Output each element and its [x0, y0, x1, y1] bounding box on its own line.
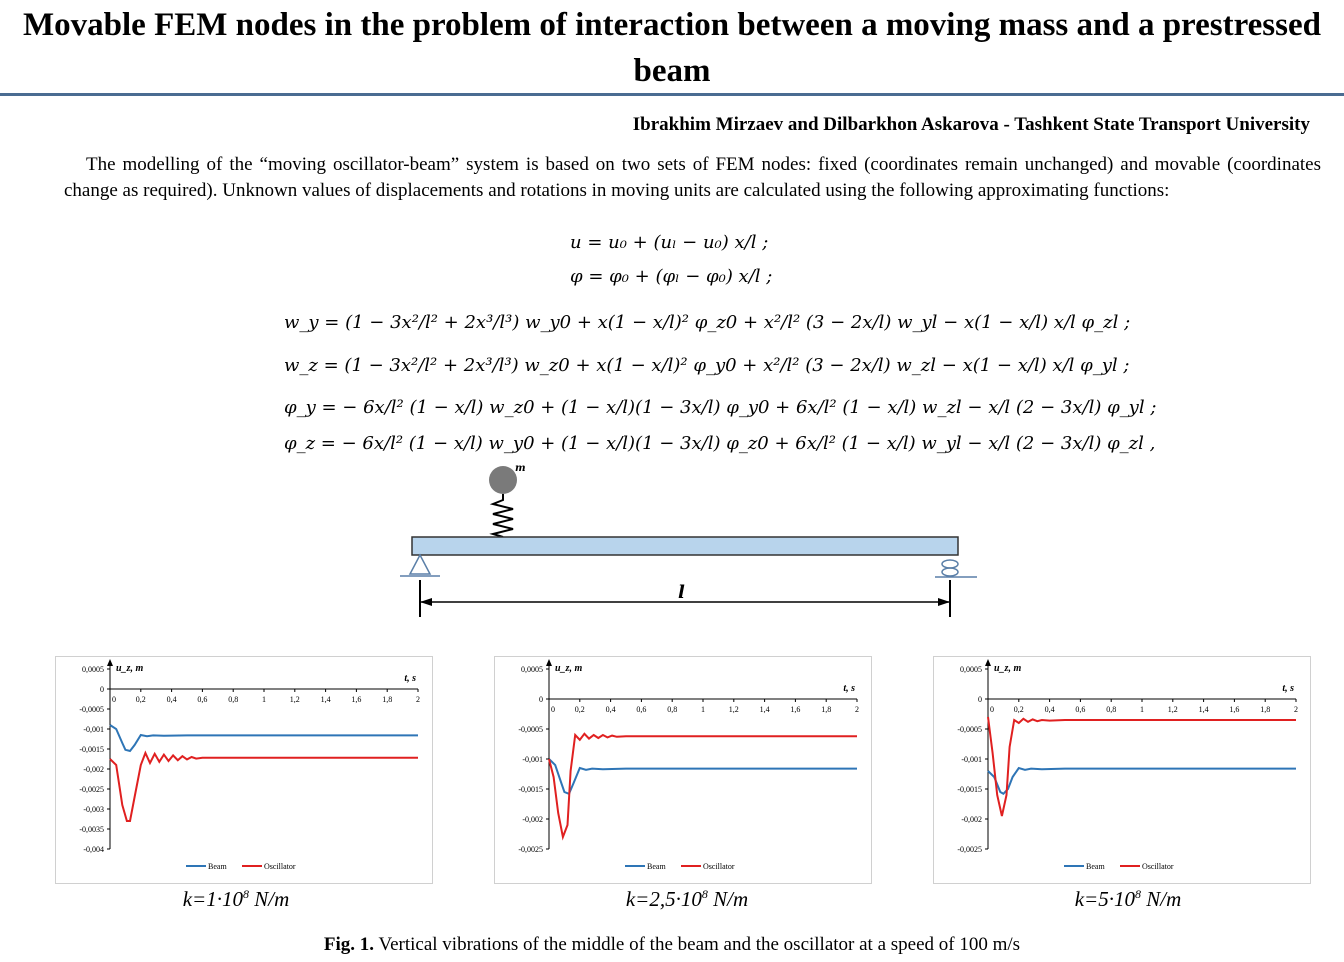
chart-panel-2	[494, 656, 872, 884]
title-divider	[0, 93, 1344, 96]
k-label-2: $k=2,5\cdot 10^8$ N/m	[625, 887, 749, 911]
legend-label-oscillator: Oscillator	[1142, 862, 1174, 871]
dim-arrow-left	[420, 598, 432, 606]
spring	[493, 494, 513, 537]
y-tick-label: 0	[978, 695, 982, 704]
chart-panel-3	[933, 656, 1311, 884]
right-roller-wheel	[942, 568, 958, 576]
legend-label-beam: Beam	[1086, 862, 1105, 871]
legend-label-beam: Beam	[647, 862, 666, 871]
beam-body	[412, 537, 958, 555]
x-tick-label: 0,2	[574, 705, 585, 714]
y-tick-label: -0,0015	[957, 785, 982, 794]
y-tick-label: -0,0015	[518, 785, 543, 794]
x-tick-label: 1,6	[790, 705, 801, 714]
x-tick-label: 0,6	[1075, 705, 1086, 714]
y-axis-arrow	[546, 659, 552, 666]
y-axis-title: u_z, m	[994, 663, 1022, 674]
equation-wz: w_z = (1 − 3x²/l² + 2x³/l³) w_z0 + x(1 − x/l)² φ_y0 + x²/l² (3 − 2x/l) w_zl − x(1 − x/l) x/l φ_yl ;	[284, 355, 1130, 376]
figure-caption: Fig. 1. Vertical vibrations of the middle of the beam and the oscillator at a speed of 100 m/s	[323, 934, 1021, 955]
y-tick-label: -0,002	[961, 815, 982, 824]
beam-schematic	[380, 462, 980, 622]
series-line-oscillator	[549, 734, 857, 837]
y-tick-label: -0,002	[522, 815, 543, 824]
y-axis-title: u_z, m	[555, 663, 583, 674]
x-origin-label: 0	[990, 705, 994, 714]
y-tick-label: 0,0005	[521, 665, 543, 674]
y-tick-label: -0,0025	[957, 845, 982, 854]
x-tick-label: 1,8	[821, 705, 832, 714]
x-tick-label: 0,8	[667, 705, 678, 714]
chart-3	[934, 657, 1310, 883]
x-tick-label: 1,8	[1260, 705, 1271, 714]
x-tick-label: 0,4	[166, 695, 177, 704]
x-tick-label: 1,6	[351, 695, 362, 704]
x-tick-label: 0,6	[197, 695, 208, 704]
x-tick-label: 1,2	[1167, 705, 1178, 714]
x-tick-label: 1,4	[759, 705, 770, 714]
series-line-beam	[988, 768, 1296, 794]
legend-label-oscillator: Oscillator	[703, 862, 735, 871]
equation-phiy: φ_y = − 6x/l² (1 − x/l) w_z0 + (1 − x/l)(1 − 3x/l) φ_y0 + 6x/l² (1 − x/l) w_zl − x/l (2 − 3x/l) φ_yl ;	[284, 397, 1157, 418]
y-tick-label: -0,0025	[79, 785, 104, 794]
y-tick-label: -0,001	[83, 725, 104, 734]
x-tick-label: 1,2	[728, 705, 739, 714]
y-tick-label: 0	[539, 695, 543, 704]
x-tick-label: 0,6	[636, 705, 647, 714]
right-roller-support	[942, 560, 958, 568]
y-tick-label: 0,0005	[82, 665, 104, 674]
equation-u: u = u₀ + (uₗ − u₀) x/l ;	[570, 232, 769, 253]
y-tick-label: 0,0005	[960, 665, 982, 674]
x-tick-label: 1,2	[289, 695, 300, 704]
series-line-oscillator	[988, 717, 1296, 816]
equation-phiz: φ_z = − 6x/l² (1 − x/l) w_y0 + (1 − x/l)(1 − 3x/l) φ_z0 + 6x/l² (1 − x/l) w_yl − x/l (2 − 3x/l) φ_zl ,	[284, 433, 1156, 454]
y-tick-label: -0,0005	[957, 725, 982, 734]
left-pin-support	[410, 555, 430, 574]
y-axis-arrow	[985, 659, 991, 666]
intro-paragraph: The modelling of the “moving oscillator-beam” system is based on two sets of FEM nodes: fixed (coordinates remain unchanged) and movable (coordinates change as required). Unknown values of displacements and rotations in moving units are calculated using the following approximating functions:	[64, 154, 1321, 201]
x-tick-label: 1,4	[1198, 705, 1209, 714]
chart-1	[56, 657, 432, 883]
x-tick-label: 1,4	[320, 695, 331, 704]
y-axis-title: u_z, m	[116, 663, 144, 674]
y-tick-label: -0,0025	[518, 845, 543, 854]
x-tick-label: 0,2	[1013, 705, 1024, 714]
x-tick-label: 2	[1294, 705, 1298, 714]
x-tick-label: 2	[855, 705, 859, 714]
series-line-beam	[110, 725, 418, 751]
k-label-3: $k=5\cdot 10^8$ N/m	[1074, 887, 1182, 911]
poster-title: Movable FEM nodes in the problem of interaction between a moving mass and a prestressed beam	[23, 7, 1321, 89]
y-tick-label: 0	[100, 685, 104, 694]
equation-phi: φ = φ₀ + (φₗ − φ₀) x/l ;	[570, 266, 773, 287]
x-tick-label: 0,8	[228, 695, 239, 704]
x-tick-label: 0,8	[1106, 705, 1117, 714]
y-tick-label: -0,0035	[79, 825, 104, 834]
x-tick-label: 0,2	[135, 695, 146, 704]
series-line-oscillator	[110, 753, 418, 821]
x-origin-label: 0	[551, 705, 555, 714]
y-tick-label: -0,0015	[79, 745, 104, 754]
x-axis-title: t, s	[843, 683, 855, 694]
mass-label: m	[515, 463, 526, 474]
y-tick-label: -0,003	[83, 805, 104, 814]
chart-2	[495, 657, 871, 883]
x-tick-label: 0,4	[1044, 705, 1055, 714]
x-tick-label: 1	[262, 695, 266, 704]
x-tick-label: 2	[416, 695, 420, 704]
authors-line: Ibrakhim Mirzaev and Dilbarkhon Askarova - Tashkent State Transport University	[632, 114, 1310, 135]
y-axis-arrow	[107, 659, 113, 666]
y-tick-label: -0,004	[83, 845, 104, 854]
mass-ball	[489, 466, 517, 494]
y-tick-label: -0,0005	[79, 705, 104, 714]
span-label: l	[678, 582, 685, 603]
y-tick-label: -0,001	[961, 755, 982, 764]
k-label-1: $k=1\cdot 10^8$ N/m	[182, 887, 290, 911]
equation-wy: w_y = (1 − 3x²/l² + 2x³/l³) w_y0 + x(1 − x/l)² φ_z0 + x²/l² (3 − 2x/l) w_yl − x(1 − x/l) x/l φ_zl ;	[284, 312, 1131, 333]
legend-label-beam: Beam	[208, 862, 227, 871]
y-tick-label: -0,002	[83, 765, 104, 774]
x-tick-label: 1,8	[382, 695, 393, 704]
y-tick-label: -0,0005	[518, 725, 543, 734]
dim-arrow-right	[938, 598, 950, 606]
x-origin-label: 0	[112, 695, 116, 704]
x-tick-label: 1	[701, 705, 705, 714]
x-axis-title: t, s	[404, 673, 416, 684]
series-line-beam	[549, 759, 857, 794]
y-tick-label: -0,001	[522, 755, 543, 764]
x-tick-label: 1	[1140, 705, 1144, 714]
x-tick-label: 1,6	[1229, 705, 1240, 714]
x-tick-label: 0,4	[605, 705, 616, 714]
chart-panel-1	[55, 656, 433, 884]
x-axis-title: t, s	[1282, 683, 1294, 694]
legend-label-oscillator: Oscillator	[264, 862, 296, 871]
